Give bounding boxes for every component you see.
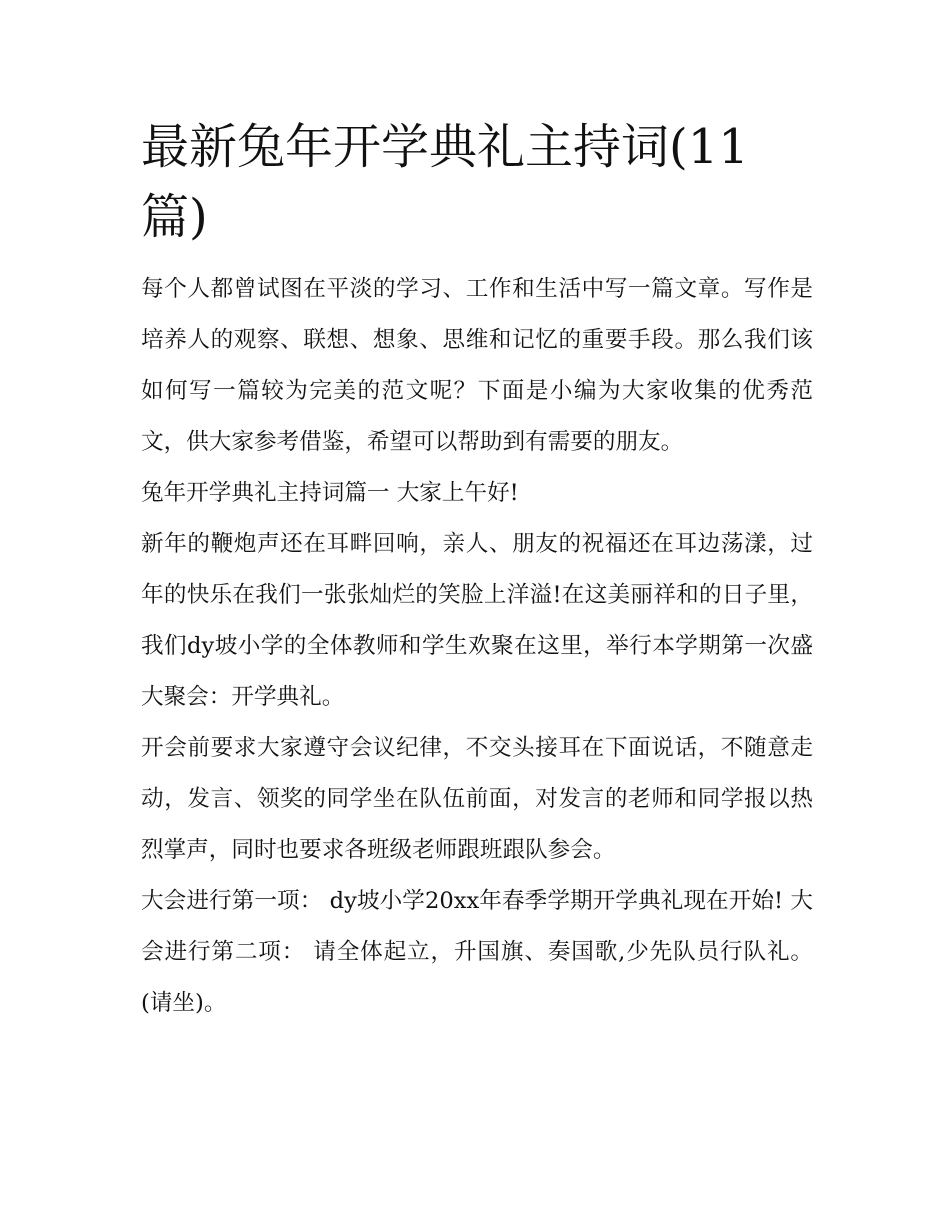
- paragraph-meeting-rules: 开会前要求大家遵守会议纪律，不交头接耳在下面说话，不随意走动，发言、领奖的同学坐在队伍前面，对发言的老师和同学报以热烈掌声，同时也要求各班级老师跟班跟队参会。: [141, 735, 813, 863]
- paragraph-new-year: 新年的鞭炮声还在耳畔回响，亲人、朋友的祝福还在耳边荡漾，过年的快乐在我们一张张灿烂的笑脸上洋溢!在这美丽祥和的日子里，我们dy坡小学的全体教师和学生欢聚在这里，举行本学期第一次盛大聚会：开学典礼。: [141, 531, 813, 710]
- document-page: [141, 112, 813, 1029]
- paragraph-intro: 每个人都曾试图在平淡的学习、工作和生活中写一篇文章。写作是培养人的观察、联想、想象、思维和记忆的重要手段。那么我们该如何写一篇较为完美的范文呢？下面是小编为大家收集的优秀范文，供大家参考借鉴，希望可以帮助到有需要的朋友。: [141, 276, 813, 455]
- paragraph-section-heading: 兔年开学典礼主持词篇一 大家上午好!: [141, 480, 519, 506]
- paragraph-agenda: 大会进行第一项： dy坡小学20xx年春季学期开学典礼现在开始! 大会进行第二项： 请全体起立，升国旗、奏国歌,少先队员行队礼。(请坐)。: [141, 888, 813, 1016]
- document-title: 最新兔年开学典礼主持词(11篇): [141, 119, 749, 245]
- document-body: [141, 264, 813, 1029]
